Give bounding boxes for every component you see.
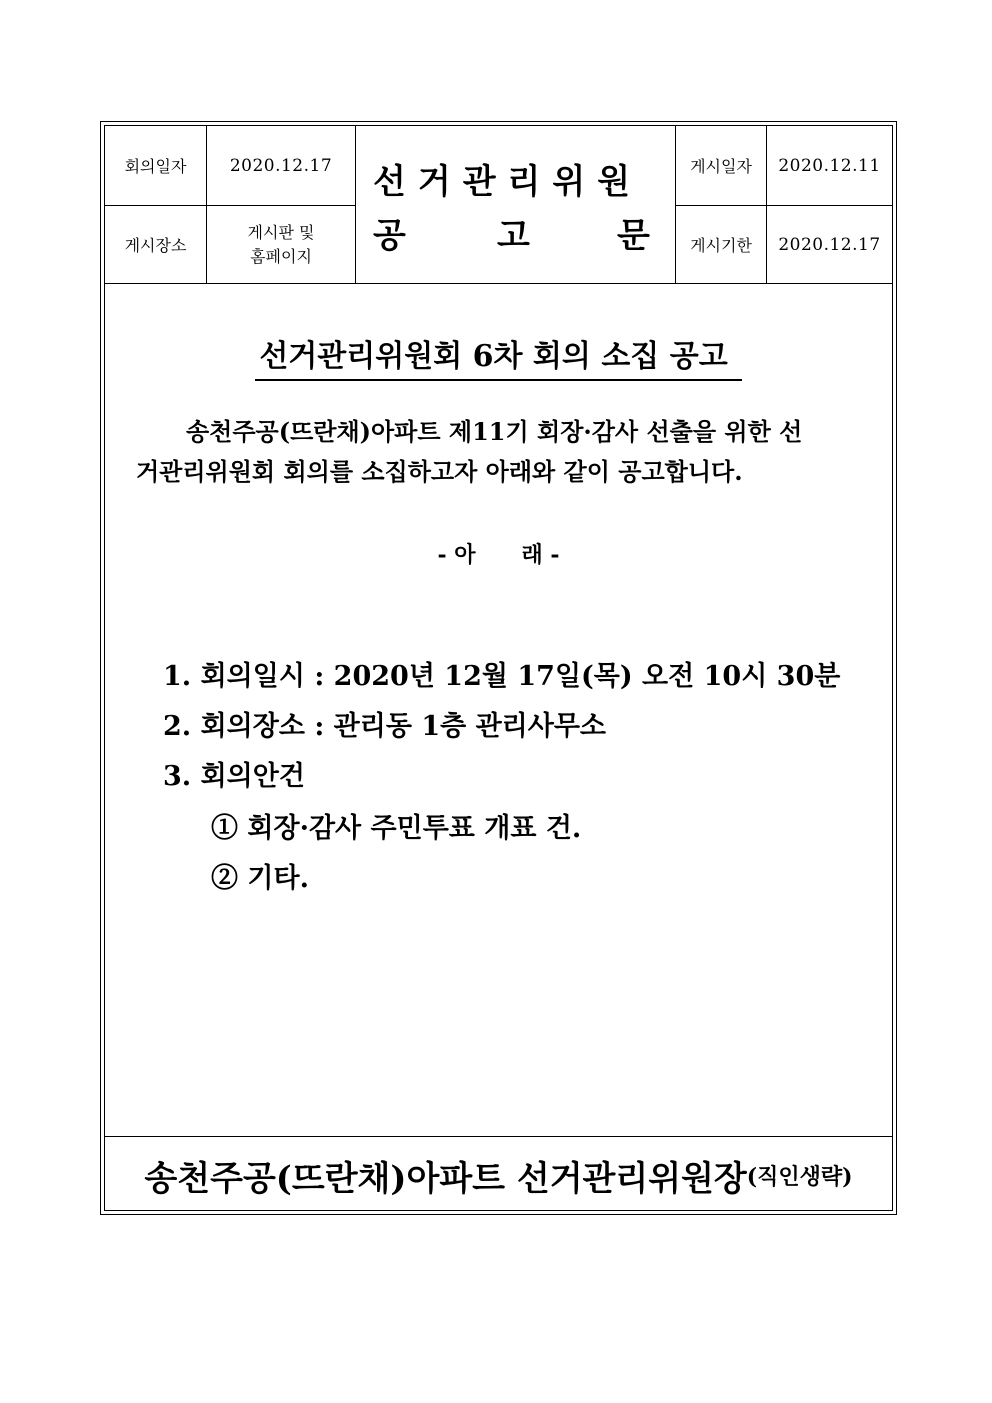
meeting-date-value: 2020.12.17: [229, 155, 333, 176]
post-place-label: 게시장소: [124, 236, 187, 255]
seal-note: (직인생략): [746, 1164, 853, 1190]
post-date-label: 게시일자: [690, 157, 752, 176]
notice-title-text: 선거관리위원회 6차 회의 소집 공고: [255, 331, 741, 381]
signature-text: 송천주공(뜨란채)아파트 선거관리위원장: [144, 1159, 747, 1199]
intro-paragraph-line2: 거관리위원회 회의를 소집하고자 아래와 같이 공고합니다.: [136, 457, 743, 486]
signature-footer: [105, 1136, 892, 1214]
agenda-subitem-1: ① 회장·감사 주민투표 개표 건.: [211, 813, 582, 844]
header-title-line2-c: 문: [617, 216, 650, 256]
intro-line1-text: 송천주공(뜨란채)아파트 제11기 회장·감사 선출을 위한 선: [186, 417, 803, 446]
header-vline-2: [355, 126, 356, 283]
post-deadline-label: 게시기한: [690, 236, 752, 255]
notice-title: [105, 331, 892, 381]
notice-inner-border: [104, 125, 893, 1211]
header-bottom-line: [105, 283, 892, 284]
header-title-line2-b: 고: [497, 216, 530, 256]
post-place-value: [207, 206, 355, 283]
header-title-line2-a: 공: [373, 216, 406, 256]
meeting-date-label: 회의일자: [124, 157, 187, 176]
header-title-line1: 선거관리위원: [373, 162, 643, 202]
are-heading: - 아 래 -: [437, 542, 560, 568]
agenda-subitem-2: ② 기타.: [211, 863, 309, 894]
intro-paragraph-line1: [136, 412, 876, 452]
post-place-line1: 게시판 및: [247, 222, 315, 242]
agenda-item-3: 3. 회의안건: [163, 761, 305, 792]
notice-frame: [100, 121, 897, 1215]
post-date-value: 2020.12.11: [778, 155, 881, 176]
post-place-line2: 홈페이지: [250, 246, 312, 266]
agenda-item-2: 2. 회의장소 : 관리동 1층 관리사무소: [163, 711, 607, 742]
post-deadline-value: 2020.12.17: [778, 234, 881, 255]
agenda-item-1: 1. 회의일시 : 2020년 12월 17일(목) 오전 10시 30분: [163, 661, 841, 692]
